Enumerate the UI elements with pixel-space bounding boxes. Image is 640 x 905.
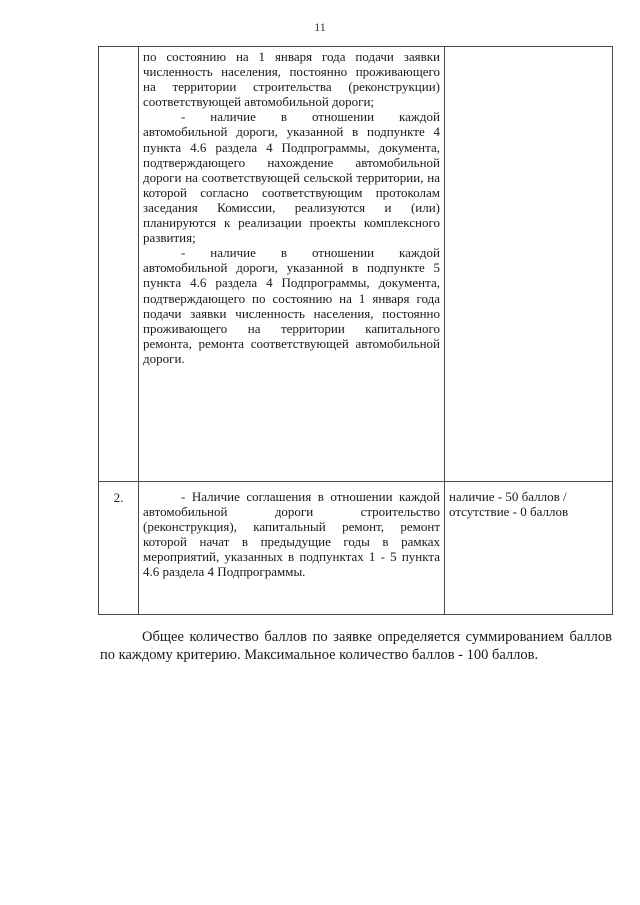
criterion-text-cell (139, 482, 445, 615)
summary-paragraph: Общее количество баллов по заявке определяется суммированием баллов по каждому критерию. Максимальное количество баллов - 100 баллов. (100, 629, 612, 663)
row-number-cell (99, 47, 139, 482)
criterion-paragraph: - Наличие соглашения в отношении каждой автомобильной дороги строительство (реконструкция), капитальный ремонт, ремонт которой начат в предыдущие годы в рамках мероприятий, указанных в подпунктах 1 - 5 пункта 4.6 раздела 4 Подпрограммы. (143, 489, 440, 580)
criteria-table (98, 46, 613, 615)
criterion-paragraph: - наличие в отношении каждой автомобильной дороги, указанной в подпункте 4 пункта 4.6 раздела 4 Подпрограммы, документа, подтверждающего нахождение автомобильной дороги на соответствующей сельской территории, на которой согласно соответствующим протоколам заседания Комиссии, реализуются и (или) планируются к реализации проекты комплексного развития; (143, 109, 440, 246)
score-cell (445, 47, 613, 482)
score-line: наличие - 50 баллов / (449, 489, 567, 504)
criterion-text-cell (139, 47, 445, 482)
score-line: отсутствие - 0 баллов (449, 504, 569, 520)
criterion-paragraph: по состоянию на 1 января года подачи заявки численность населения, постоянно проживающего на территории строительства (реконструкции) соответствующей автомобильной дороги; (143, 49, 440, 110)
table-row (99, 482, 613, 615)
criterion-paragraph: - наличие в отношении каждой автомобильной дороги, указанной в подпункте 5 пункта 4.6 раздела 4 Подпрограммы, документа, подтверждающего по состоянию на 1 января года подачи заявки численность населения, постоянно проживающего на территории капитального ремонта, ремонта соответствующей автомобильной дороги. (143, 245, 440, 366)
row-number-cell: 2. (99, 482, 139, 615)
page-number: 11 (314, 20, 326, 34)
table-row (99, 47, 613, 482)
score-cell (445, 482, 613, 615)
